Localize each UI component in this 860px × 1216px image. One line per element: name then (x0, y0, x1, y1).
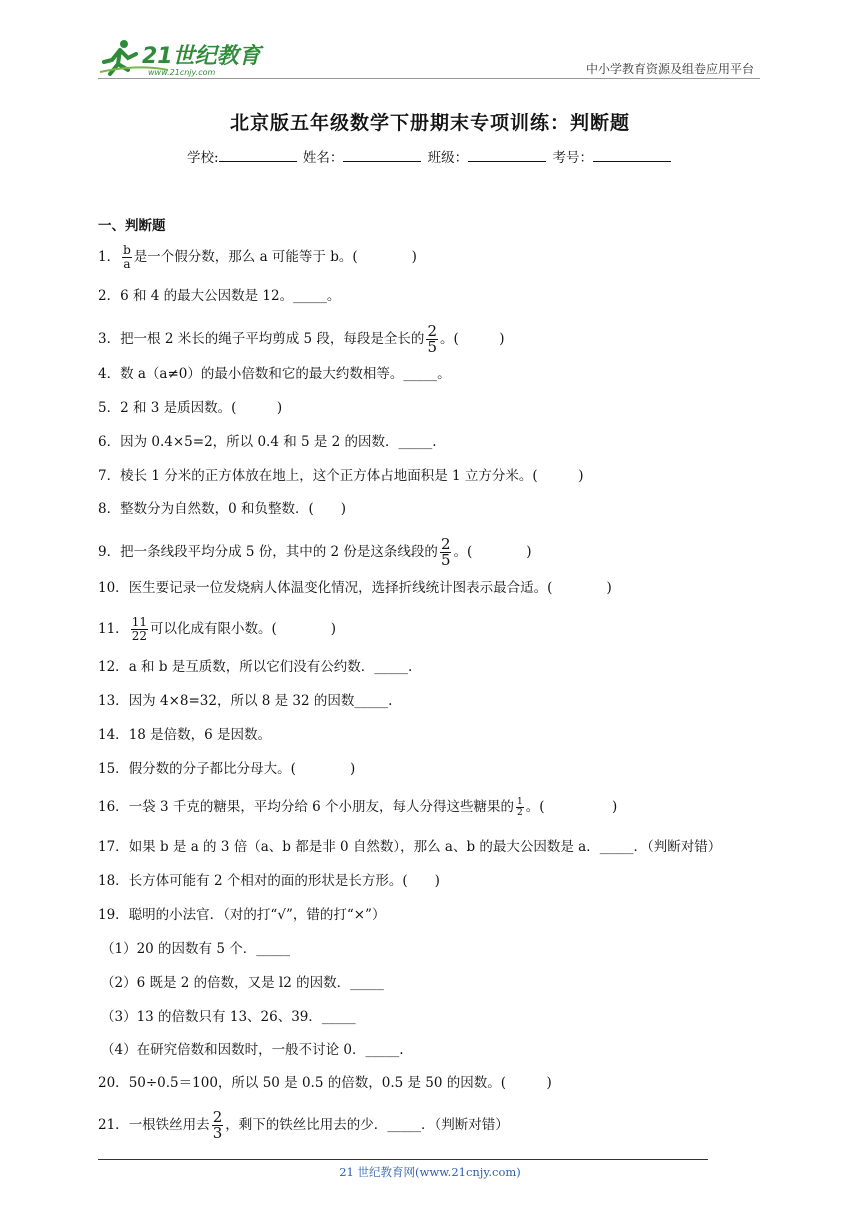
question-18: 18．长方体可能有 2 个相对的面的形状是长方形。( ) (98, 873, 440, 889)
footer-divider (98, 1159, 708, 1160)
question-19-1: （1）20 的因数有 5 个．_____ (101, 941, 290, 957)
svg-text:www.21cnjy.com: www.21cnjy.com (148, 68, 216, 77)
svg-text:21世纪教育: 21世纪教育 (142, 44, 261, 69)
question-15: 15．假分数的分子都比分母大。( ) (98, 761, 356, 777)
question-3: 3．把一根 2 米长的绳子平均剪成 5 段，每段是全长的 $\frac{2}{5}$ 。( ) (98, 322, 505, 356)
question-19: 19．聪明的小法官．（对的打“√”，错的打“×”） (98, 907, 386, 923)
header-divider (98, 78, 760, 79)
exam-no-label: 考号： (552, 150, 593, 166)
question-6: 6．因为 0.4×5=2，所以 0.4 和 5 是 2 的因数．_____. (98, 434, 437, 450)
school-label: 学校: (187, 150, 219, 166)
question-19-2: （2）6 既是 2 的倍数，又是 l2 的因数．_____ (101, 975, 384, 991)
question-12: 12．a 和 b 是互质数，所以它们没有公约数．_____. (98, 659, 413, 675)
page-header (98, 36, 758, 82)
question-19-4: （4）在研究倍数和因数时，一般不讨论 0．_____. (101, 1042, 404, 1058)
question-9: 9．把一条线段平均分成 5 份，其中的 2 份是这条线段的 $\frac{2}{5}$ 。( ) (98, 535, 532, 569)
question-17: 17．如果 b 是 a 的 3 倍（a、b 都是非 0 自然数），那么 a、b 的最大公因数是 a．_____．（判断对错） (98, 839, 722, 855)
footer-link[interactable]: 21 世纪教育网(www.21cnjy.com) (339, 1165, 521, 1179)
section-heading: 一、判断题 (98, 218, 166, 234)
fraction: $\frac{11}{22}$ (131, 615, 147, 643)
class-label: 班级： (427, 150, 469, 166)
page-title: 北京版五年级数学下册期末专项训练：判断题 (229, 112, 630, 134)
question-14: 14．18 是倍数，6 是因数。 (98, 727, 272, 743)
site-logo (98, 36, 268, 78)
fraction: $\frac{1}{2}$ (517, 797, 523, 818)
question-13: 13．因为 4×8=32，所以 8 是 32 的因数_____. (98, 693, 393, 709)
student-info-fields (0, 146, 860, 166)
fraction: $\frac{2}{3}$ (212, 1108, 223, 1142)
question-10: 10．医生要记录一位发烧病人体温变化情况，选择折线统计图表示最合适。( ) (98, 580, 612, 596)
question-4: 4．数 a（a≠0）的最小倍数和它的最大约数相等。_____。 (98, 366, 451, 382)
question-11: 11． $\frac{11}{22}$ 可以化成有限小数。( ) (98, 615, 337, 643)
fraction: $\frac{2}{5}$ (427, 322, 437, 356)
fraction: $\frac{b}{a}$ (123, 243, 131, 271)
school-blank[interactable] (219, 148, 297, 162)
question-7: 7．棱长 1 分米的正方体放在地上，这个正方体占地面积是 1 立方分米。( ) (98, 468, 584, 484)
exam-no-blank[interactable] (593, 148, 671, 162)
fraction: $\frac{2}{5}$ (440, 535, 451, 569)
name-blank[interactable] (343, 148, 421, 162)
question-16: 16．一袋 3 千克的糖果，平均分给 6 个小朋友，每人分得这些糖果的 $\frac{1}{2}$ 。( ) (98, 797, 618, 818)
question-2: 2．6 和 4 的最大公因数是 12。_____。 (98, 288, 341, 304)
name-label: 姓名： (302, 150, 344, 166)
header-platform-text: 中小学教育资源及组卷应用平台 (585, 62, 754, 76)
question-19-3: （3）13 的倍数只有 13、26、39．_____ (101, 1009, 356, 1025)
question-1: 1． $\frac{b}{a}$ 是一个假分数，那么 a 可能等于 b。( ) (98, 243, 417, 271)
class-blank[interactable] (468, 148, 546, 162)
question-8: 8．整数分为自然数，0 和负整数．( ) (98, 501, 347, 517)
question-20: 20．50÷0.5＝100，所以 50 是 0.5 的倍数，0.5 是 50 的因数。( ) (98, 1075, 552, 1091)
question-21: 21．一根铁丝用去 $\frac{2}{3}$ ，剩下的铁丝比用去的少．_____．（判断对错） (98, 1108, 509, 1142)
question-5: 5．2 和 3 是质因数。( ) (98, 400, 283, 416)
